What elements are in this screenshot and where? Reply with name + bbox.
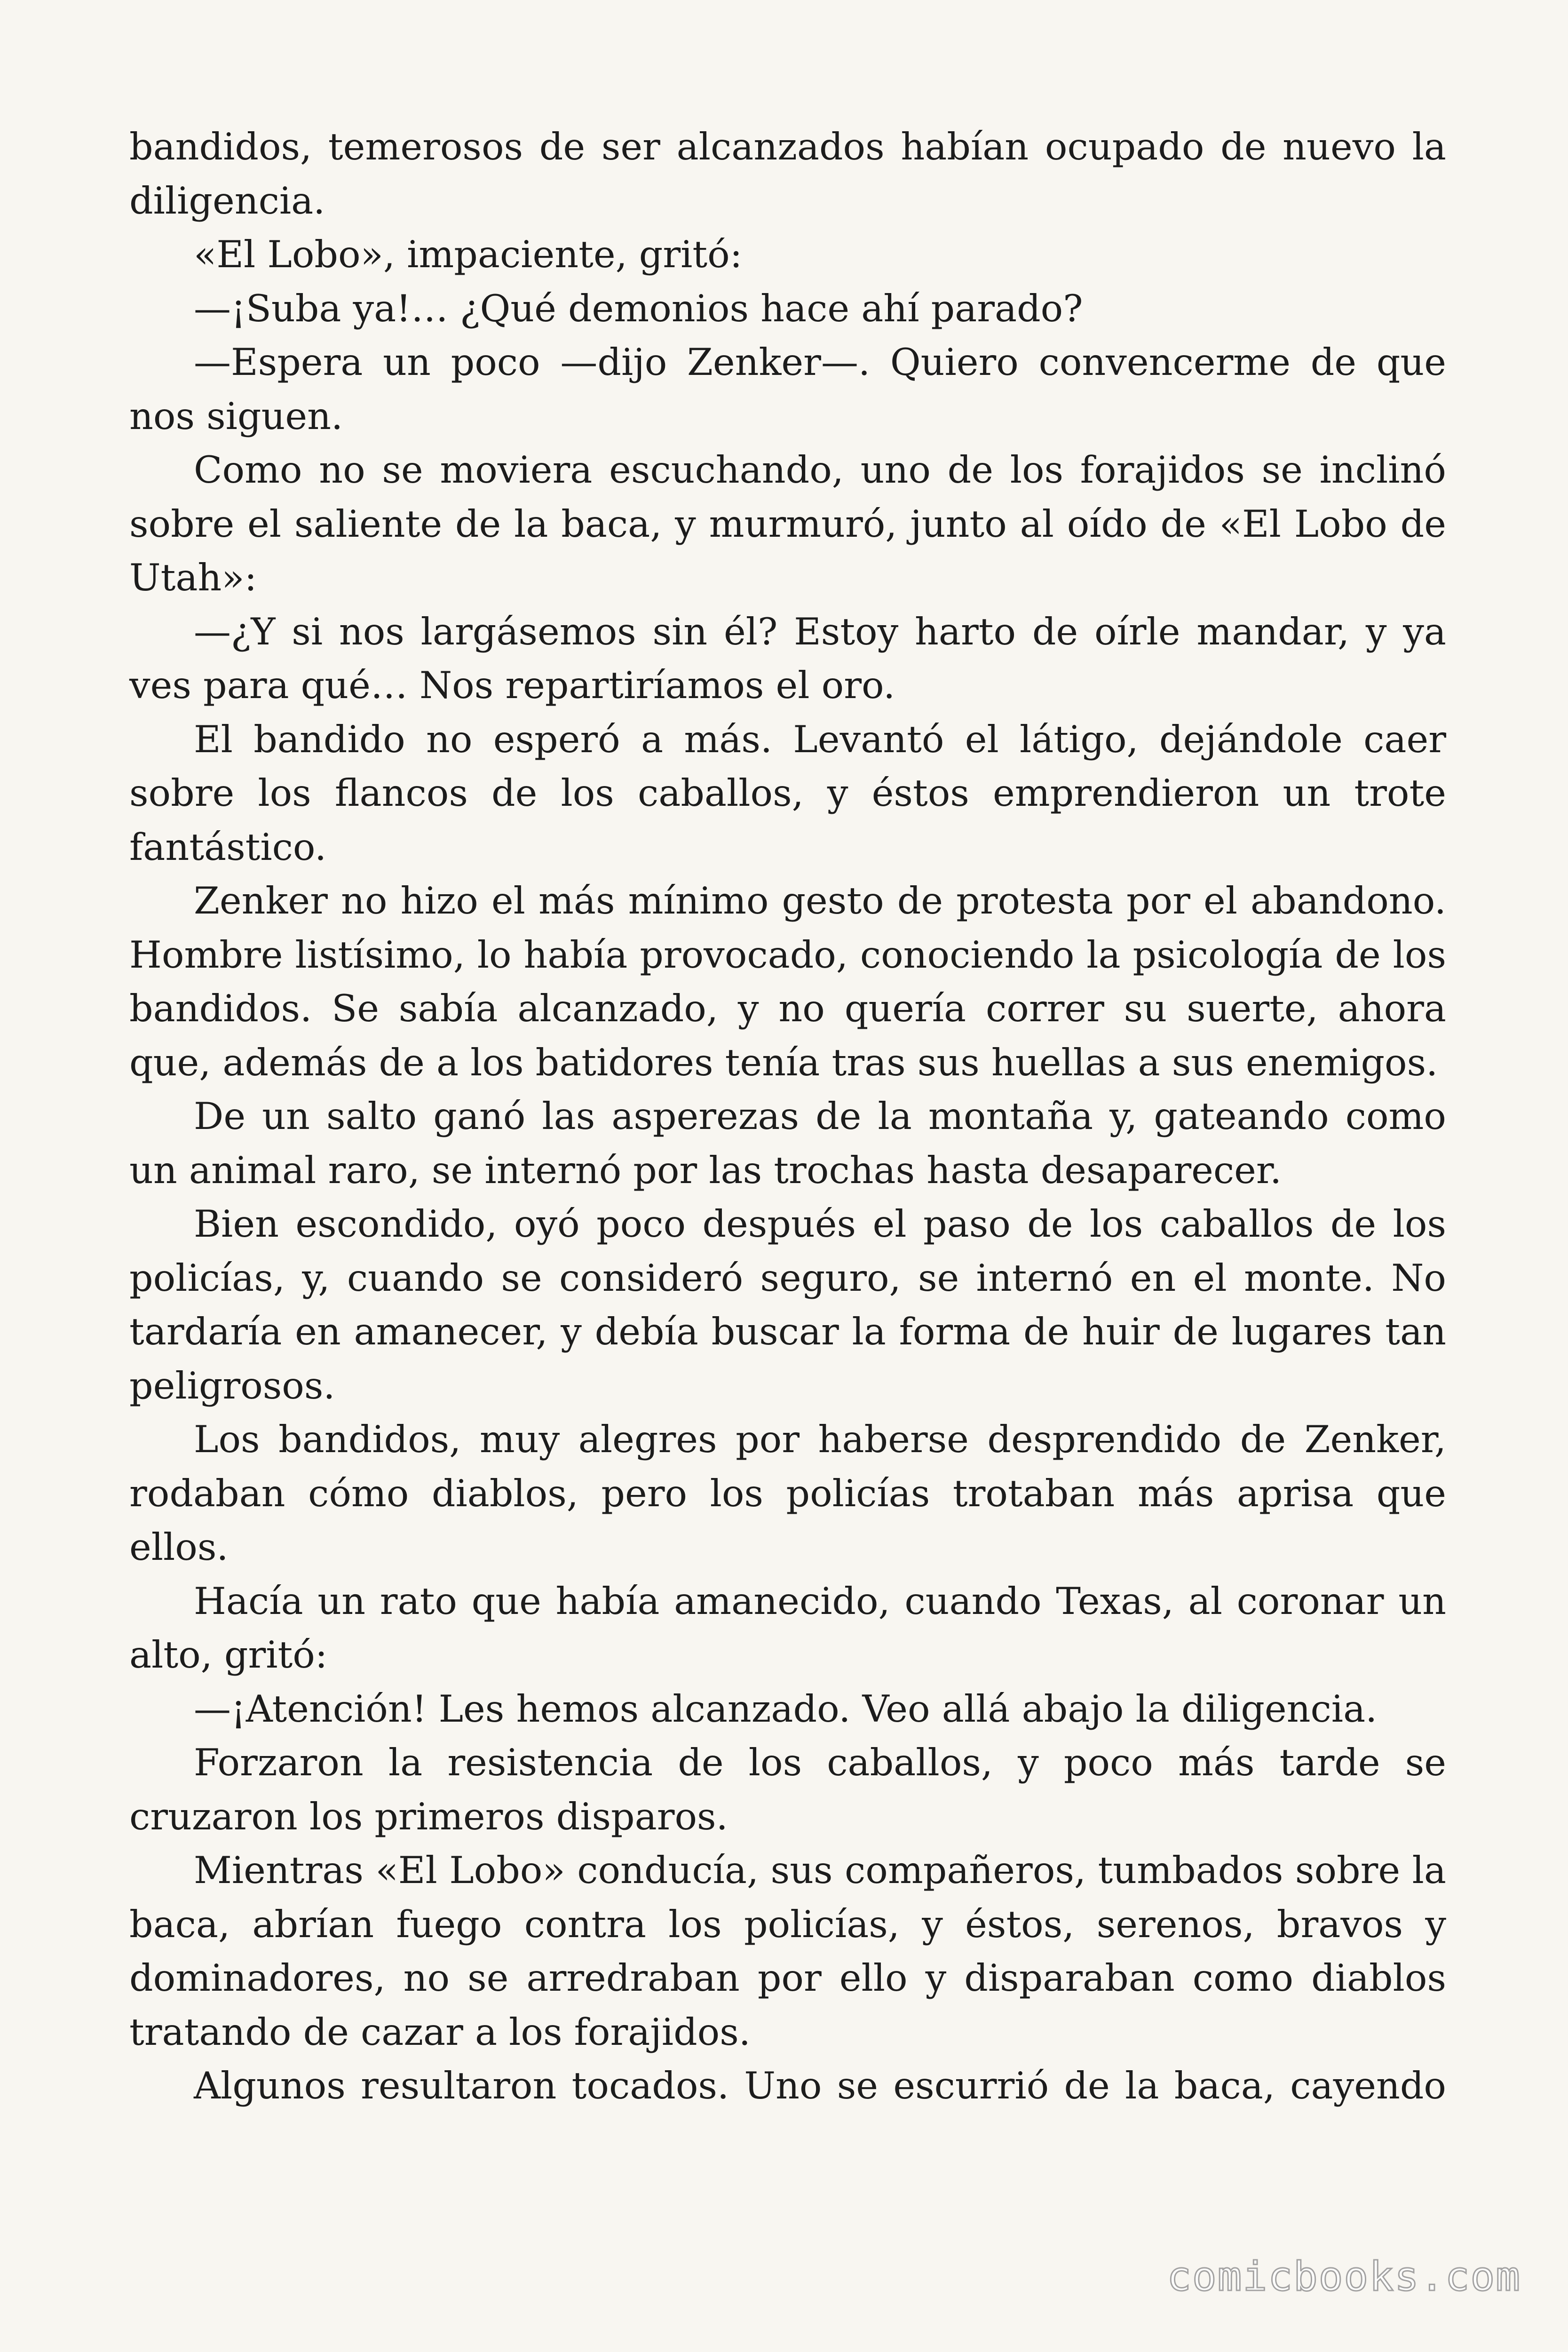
paragraph: De un salto ganó las asperezas de la montaña y, gateando como un animal raro, se internó por las trochas hasta desaparecer.: [129, 1095, 1446, 1192]
paragraph: —¡Suba ya!… ¿Qué demonios hace ahí parado?: [194, 286, 1083, 330]
paragraph: El bandido no esperó a más. Levantó el látigo, dejándole caer sobre los flancos de los caballos, y éstos emprendieron un trote fantástico.: [129, 717, 1446, 869]
paragraph: Mientras «El Lobo» conducía, sus compañeros, tumbados sobre la baca, abrían fuego contra los policías, y éstos, serenos, bravos y dominadores, no se arredraban por ello y disparaban como diablos tratando de cazar a los forajidos.: [129, 1849, 1446, 2054]
paragraph: Hacía un rato que había amanecido, cuando Texas, al coronar un alto, gritó:: [129, 1579, 1446, 1677]
paragraph: Como no se moviera escuchando, uno de los forajidos se inclinó sobre el saliente de la baca, y murmuró, junto al oído de «El Lobo de Utah»:: [129, 448, 1446, 599]
paragraph: Bien escondido, oyó poco después el paso de los caballos de los policías, y, cuando se consideró seguro, se internó en el monte. No tardaría en amanecer, y debía buscar la forma de huir de lugares tan peligrosos.: [129, 1202, 1446, 1407]
paragraph: —¡Atención! Les hemos alcanzado. Veo allá abajo la diligencia.: [194, 1687, 1378, 1731]
paragraph: —Espera un poco —dijo Zenker—. Quiero convencerme de que nos siguen.: [129, 341, 1446, 438]
paragraph: bandidos, temerosos de ser alcanzados habían ocupado de nuevo la diligencia.: [129, 125, 1446, 222]
paragraph: Los bandidos, muy alegres por haberse desprendido de Zenker, rodaban cómo diablos, pero los policías trotaban más aprisa que ellos.: [129, 1418, 1446, 1569]
watermark: comicbooks.com: [1167, 2253, 1521, 2300]
paragraph: Zenker no hizo el más mínimo gesto de protesta por el abandono. Hombre listísimo, lo había provocado, conociendo la psicología de los bandidos. Se sabía alcanzado, y no quería correr su suerte, ahora que, además de a los batidores tenía tras sus huellas a sus enemigos.: [129, 879, 1446, 1084]
paragraph: Forzaron la resistencia de los caballos, y poco más tarde se cruzaron los primeros disparos.: [129, 1741, 1446, 1838]
paragraph: «El Lobo», impaciente, gritó:: [194, 233, 743, 276]
paragraph: Algunos resultaron tocados. Uno se escurrió de la baca, cayendo: [194, 2064, 1446, 2107]
page-text: [129, 120, 1446, 2113]
paragraph: —¿Y si nos largásemos sin él? Estoy harto de oírle mandar, y ya ves para qué… Nos repartiríamos el oro.: [129, 610, 1446, 707]
